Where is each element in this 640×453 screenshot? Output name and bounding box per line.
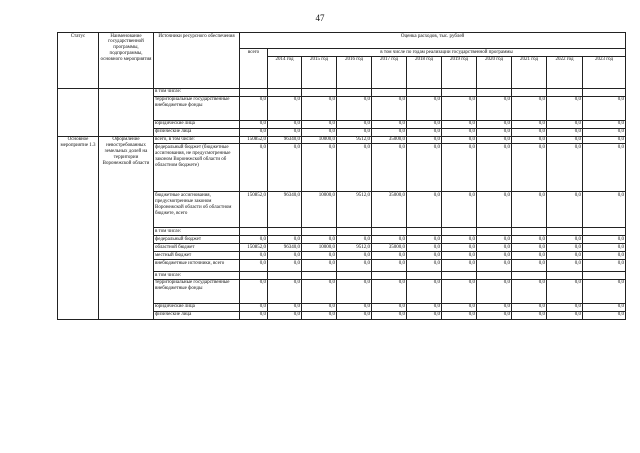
source-cell: территориальные государственные внебюджетные фонды [154, 279, 240, 303]
total-cell: 0,0 [240, 144, 268, 192]
year-value-cell: 9512,0 [337, 192, 372, 228]
year-value-cell [268, 88, 302, 96]
year-value-cell: 0,0 [477, 192, 512, 228]
total-cell: 0,0 [240, 120, 268, 128]
year-value-cell: 0,0 [337, 236, 372, 244]
header-total: всего [240, 49, 268, 89]
header-year: 2018 год [407, 56, 442, 88]
year-value-cell: 0,0 [407, 120, 442, 128]
year-value-cell [407, 88, 442, 96]
year-value-cell: 10000,0 [302, 192, 337, 228]
year-value-cell: 0,0 [372, 236, 407, 244]
total-cell: 0,0 [240, 252, 268, 260]
year-value-cell: 0,0 [442, 96, 477, 120]
year-value-cell: 0,0 [477, 252, 512, 260]
year-value-cell [407, 272, 442, 280]
source-cell: всего, в том числе: [154, 136, 240, 144]
year-value-cell: 10000,0 [302, 136, 337, 144]
year-value-cell: 10000,0 [302, 244, 337, 252]
year-value-cell: 0,0 [407, 96, 442, 120]
measure-status: Основное мероприятие 1.3 [58, 136, 99, 319]
year-value-cell [268, 228, 302, 236]
year-value-cell: 0,0 [477, 279, 512, 303]
year-value-cell [512, 88, 547, 96]
source-cell: юридические лица [154, 120, 240, 128]
year-value-cell: 0,0 [583, 120, 626, 128]
year-value-cell [372, 228, 407, 236]
header-source: Источники ресурсного обеспечения [154, 33, 240, 89]
year-value-cell: 0,0 [302, 279, 337, 303]
year-value-cell: 0,0 [547, 303, 583, 311]
year-value-cell: 0,0 [477, 260, 512, 272]
total-cell: 0,0 [240, 128, 268, 136]
year-value-cell: 0,0 [442, 144, 477, 192]
year-value-cell [372, 272, 407, 280]
year-value-cell: 0,0 [477, 311, 512, 319]
year-value-cell: 0,0 [583, 279, 626, 303]
header-name: Наименование государственной программы, подпрограммы, основного мероприятия [99, 33, 154, 89]
year-value-cell: 0,0 [512, 192, 547, 228]
year-value-cell: 0,0 [302, 252, 337, 260]
year-value-cell: 0,0 [512, 136, 547, 144]
year-value-cell: 0,0 [442, 279, 477, 303]
year-value-cell: 0,0 [512, 120, 547, 128]
year-value-cell: 0,0 [477, 96, 512, 120]
year-value-cell [337, 88, 372, 96]
header-by-years: в том числе по годам реализации государственной программы [268, 49, 626, 57]
year-value-cell: 0,0 [583, 303, 626, 311]
year-value-cell: 0,0 [583, 252, 626, 260]
year-value-cell: 0,0 [337, 128, 372, 136]
year-value-cell: 0,0 [547, 128, 583, 136]
year-value-cell: 0,0 [583, 236, 626, 244]
header-year: 2015 год [302, 56, 337, 88]
year-value-cell: 0,0 [407, 144, 442, 192]
year-value-cell [372, 88, 407, 96]
year-value-cell [442, 88, 477, 96]
year-value-cell: 0,0 [442, 252, 477, 260]
year-value-cell: 0,0 [442, 303, 477, 311]
year-value-cell: 0,0 [442, 311, 477, 319]
header-year: 2021 год [512, 56, 547, 88]
total-cell: 150852,0 [240, 192, 268, 228]
measure-name: Оформление невостребованных земельных долей на территории Воронежской области [99, 136, 154, 319]
year-value-cell: 0,0 [442, 244, 477, 252]
year-value-cell: 0,0 [547, 192, 583, 228]
year-value-cell: 0,0 [583, 311, 626, 319]
year-value-cell: 0,0 [512, 303, 547, 311]
year-value-cell: 0,0 [547, 311, 583, 319]
total-cell [240, 228, 268, 236]
year-value-cell: 0,0 [512, 279, 547, 303]
total-cell: 0,0 [240, 279, 268, 303]
year-value-cell: 35000,0 [372, 244, 407, 252]
year-value-cell: 0,0 [337, 252, 372, 260]
year-value-cell: 0,0 [547, 136, 583, 144]
year-value-cell: 0,0 [268, 120, 302, 128]
year-value-cell [477, 272, 512, 280]
year-value-cell: 0,0 [477, 303, 512, 311]
year-value-cell: 0,0 [337, 96, 372, 120]
header-estimate: Оценка расходов, тыс. рублей [240, 33, 626, 49]
year-value-cell: 0,0 [337, 311, 372, 319]
source-cell: федеральный бюджет (бюджетные ассигнования, не предусмотренные законом Воронежской области об областном бюджете) [154, 144, 240, 192]
source-cell: юридические лица [154, 303, 240, 311]
total-cell: 0,0 [240, 303, 268, 311]
year-value-cell: 0,0 [337, 260, 372, 272]
year-value-cell: 0,0 [268, 279, 302, 303]
year-value-cell: 0,0 [583, 136, 626, 144]
source-cell: внебюджетные источники, всего [154, 260, 240, 272]
year-value-cell: 0,0 [302, 96, 337, 120]
year-value-cell [407, 228, 442, 236]
year-value-cell: 0,0 [407, 303, 442, 311]
year-value-cell [302, 228, 337, 236]
year-value-cell [547, 272, 583, 280]
year-value-cell: 0,0 [477, 120, 512, 128]
header-status: Статус [58, 33, 99, 89]
year-value-cell: 0,0 [337, 279, 372, 303]
year-value-cell: 0,0 [547, 144, 583, 192]
year-value-cell: 0,0 [512, 128, 547, 136]
year-value-cell: 0,0 [407, 136, 442, 144]
year-value-cell: 96340,0 [268, 192, 302, 228]
year-value-cell: 0,0 [407, 192, 442, 228]
source-cell: местный бюджет [154, 252, 240, 260]
year-value-cell: 0,0 [442, 260, 477, 272]
year-value-cell: 0,0 [302, 120, 337, 128]
total-cell: 0,0 [240, 236, 268, 244]
year-value-cell: 0,0 [372, 279, 407, 303]
table-row [58, 136, 626, 144]
source-cell: физические лица [154, 128, 240, 136]
total-cell: 150852,0 [240, 244, 268, 252]
year-value-cell: 0,0 [337, 144, 372, 192]
year-value-cell [583, 272, 626, 280]
year-value-cell: 0,0 [407, 128, 442, 136]
year-value-cell: 0,0 [477, 244, 512, 252]
year-value-cell: 0,0 [302, 236, 337, 244]
year-value-cell: 0,0 [512, 311, 547, 319]
year-value-cell: 0,0 [268, 311, 302, 319]
year-value-cell: 0,0 [372, 128, 407, 136]
year-value-cell: 0,0 [372, 144, 407, 192]
source-cell: бюджетные ассигнования, предусмотренные законом Воронежской области об областном бюджете, всего [154, 192, 240, 228]
total-cell: 0,0 [240, 96, 268, 120]
header-year: 2022 год [547, 56, 583, 88]
year-value-cell: 0,0 [547, 244, 583, 252]
year-value-cell [302, 272, 337, 280]
source-cell: в том числе: [154, 228, 240, 236]
year-value-cell [337, 272, 372, 280]
header-year: 2016 год [337, 56, 372, 88]
year-value-cell [268, 272, 302, 280]
header-year: 2019 год [442, 56, 477, 88]
year-value-cell: 0,0 [583, 244, 626, 252]
total-cell [240, 88, 268, 96]
year-value-cell: 0,0 [302, 144, 337, 192]
total-cell: 150852,0 [240, 136, 268, 144]
year-value-cell: 0,0 [268, 144, 302, 192]
year-value-cell: 0,0 [547, 279, 583, 303]
year-value-cell [583, 88, 626, 96]
year-value-cell: 0,0 [583, 260, 626, 272]
source-cell: областной бюджет [154, 244, 240, 252]
year-value-cell: 0,0 [477, 236, 512, 244]
year-value-cell [337, 228, 372, 236]
year-value-cell: 0,0 [512, 260, 547, 272]
year-value-cell: 0,0 [407, 236, 442, 244]
source-cell: территориальные государственные внебюджетные фонды [154, 96, 240, 120]
year-value-cell: 0,0 [512, 144, 547, 192]
year-value-cell: 0,0 [407, 260, 442, 272]
year-value-cell: 0,0 [302, 128, 337, 136]
year-value-cell: 35000,0 [372, 136, 407, 144]
year-value-cell: 0,0 [268, 252, 302, 260]
year-value-cell: 0,0 [268, 260, 302, 272]
year-value-cell: 0,0 [583, 192, 626, 228]
year-value-cell: 0,0 [547, 260, 583, 272]
year-value-cell: 96340,0 [268, 136, 302, 144]
year-value-cell: 0,0 [547, 120, 583, 128]
year-value-cell: 0,0 [372, 303, 407, 311]
year-value-cell: 96340,0 [268, 244, 302, 252]
year-value-cell [477, 88, 512, 96]
year-value-cell: 0,0 [302, 260, 337, 272]
year-value-cell [583, 228, 626, 236]
year-value-cell [302, 88, 337, 96]
year-value-cell [512, 272, 547, 280]
year-value-cell: 0,0 [442, 136, 477, 144]
year-value-cell: 0,0 [337, 303, 372, 311]
status-cell [58, 88, 99, 136]
year-value-cell: 0,0 [442, 192, 477, 228]
year-value-cell: 0,0 [477, 144, 512, 192]
year-value-cell: 0,0 [583, 144, 626, 192]
year-value-cell: 0,0 [268, 236, 302, 244]
year-value-cell: 0,0 [372, 252, 407, 260]
budget-table [57, 32, 626, 320]
year-value-cell: 0,0 [407, 279, 442, 303]
year-value-cell: 0,0 [372, 260, 407, 272]
source-cell: в том числе: [154, 272, 240, 280]
year-value-cell: 0,0 [372, 311, 407, 319]
header-year: 2017 год [372, 56, 407, 88]
total-cell: 0,0 [240, 311, 268, 319]
year-value-cell: 0,0 [407, 244, 442, 252]
year-value-cell [547, 88, 583, 96]
year-value-cell [477, 228, 512, 236]
year-value-cell: 0,0 [268, 96, 302, 120]
source-cell: федеральный бюджет [154, 236, 240, 244]
year-value-cell: 0,0 [512, 244, 547, 252]
header-year: 2020 год [477, 56, 512, 88]
year-value-cell: 0,0 [302, 311, 337, 319]
name-cell [99, 88, 154, 136]
year-value-cell: 9512,0 [337, 244, 372, 252]
year-value-cell [547, 228, 583, 236]
total-cell: 0,0 [240, 260, 268, 272]
year-value-cell: 0,0 [547, 252, 583, 260]
year-value-cell: 0,0 [302, 303, 337, 311]
source-cell: в том числе: [154, 88, 240, 96]
year-value-cell: 0,0 [372, 96, 407, 120]
year-value-cell: 0,0 [583, 128, 626, 136]
year-value-cell: 9512,0 [337, 136, 372, 144]
year-value-cell: 0,0 [477, 136, 512, 144]
year-value-cell: 0,0 [442, 128, 477, 136]
year-value-cell: 0,0 [407, 311, 442, 319]
year-value-cell: 0,0 [407, 252, 442, 260]
year-value-cell [442, 272, 477, 280]
year-value-cell: 0,0 [477, 128, 512, 136]
year-value-cell: 0,0 [512, 96, 547, 120]
year-value-cell: 0,0 [512, 252, 547, 260]
page-number: 47 [315, 13, 325, 23]
year-value-cell [512, 228, 547, 236]
year-value-cell: 0,0 [442, 236, 477, 244]
year-value-cell: 0,0 [268, 303, 302, 311]
total-cell [240, 272, 268, 280]
year-value-cell: 0,0 [268, 128, 302, 136]
year-value-cell: 0,0 [547, 96, 583, 120]
year-value-cell: 0,0 [583, 96, 626, 120]
table-row [58, 88, 626, 96]
year-value-cell: 0,0 [372, 120, 407, 128]
header-year: 2023 год [583, 56, 626, 88]
source-cell: физические лица [154, 311, 240, 319]
year-value-cell: 0,0 [547, 236, 583, 244]
header-year: 2014 год [268, 56, 302, 88]
year-value-cell: 0,0 [337, 120, 372, 128]
year-value-cell: 35000,0 [372, 192, 407, 228]
year-value-cell: 0,0 [442, 120, 477, 128]
year-value-cell [442, 228, 477, 236]
year-value-cell: 0,0 [512, 236, 547, 244]
